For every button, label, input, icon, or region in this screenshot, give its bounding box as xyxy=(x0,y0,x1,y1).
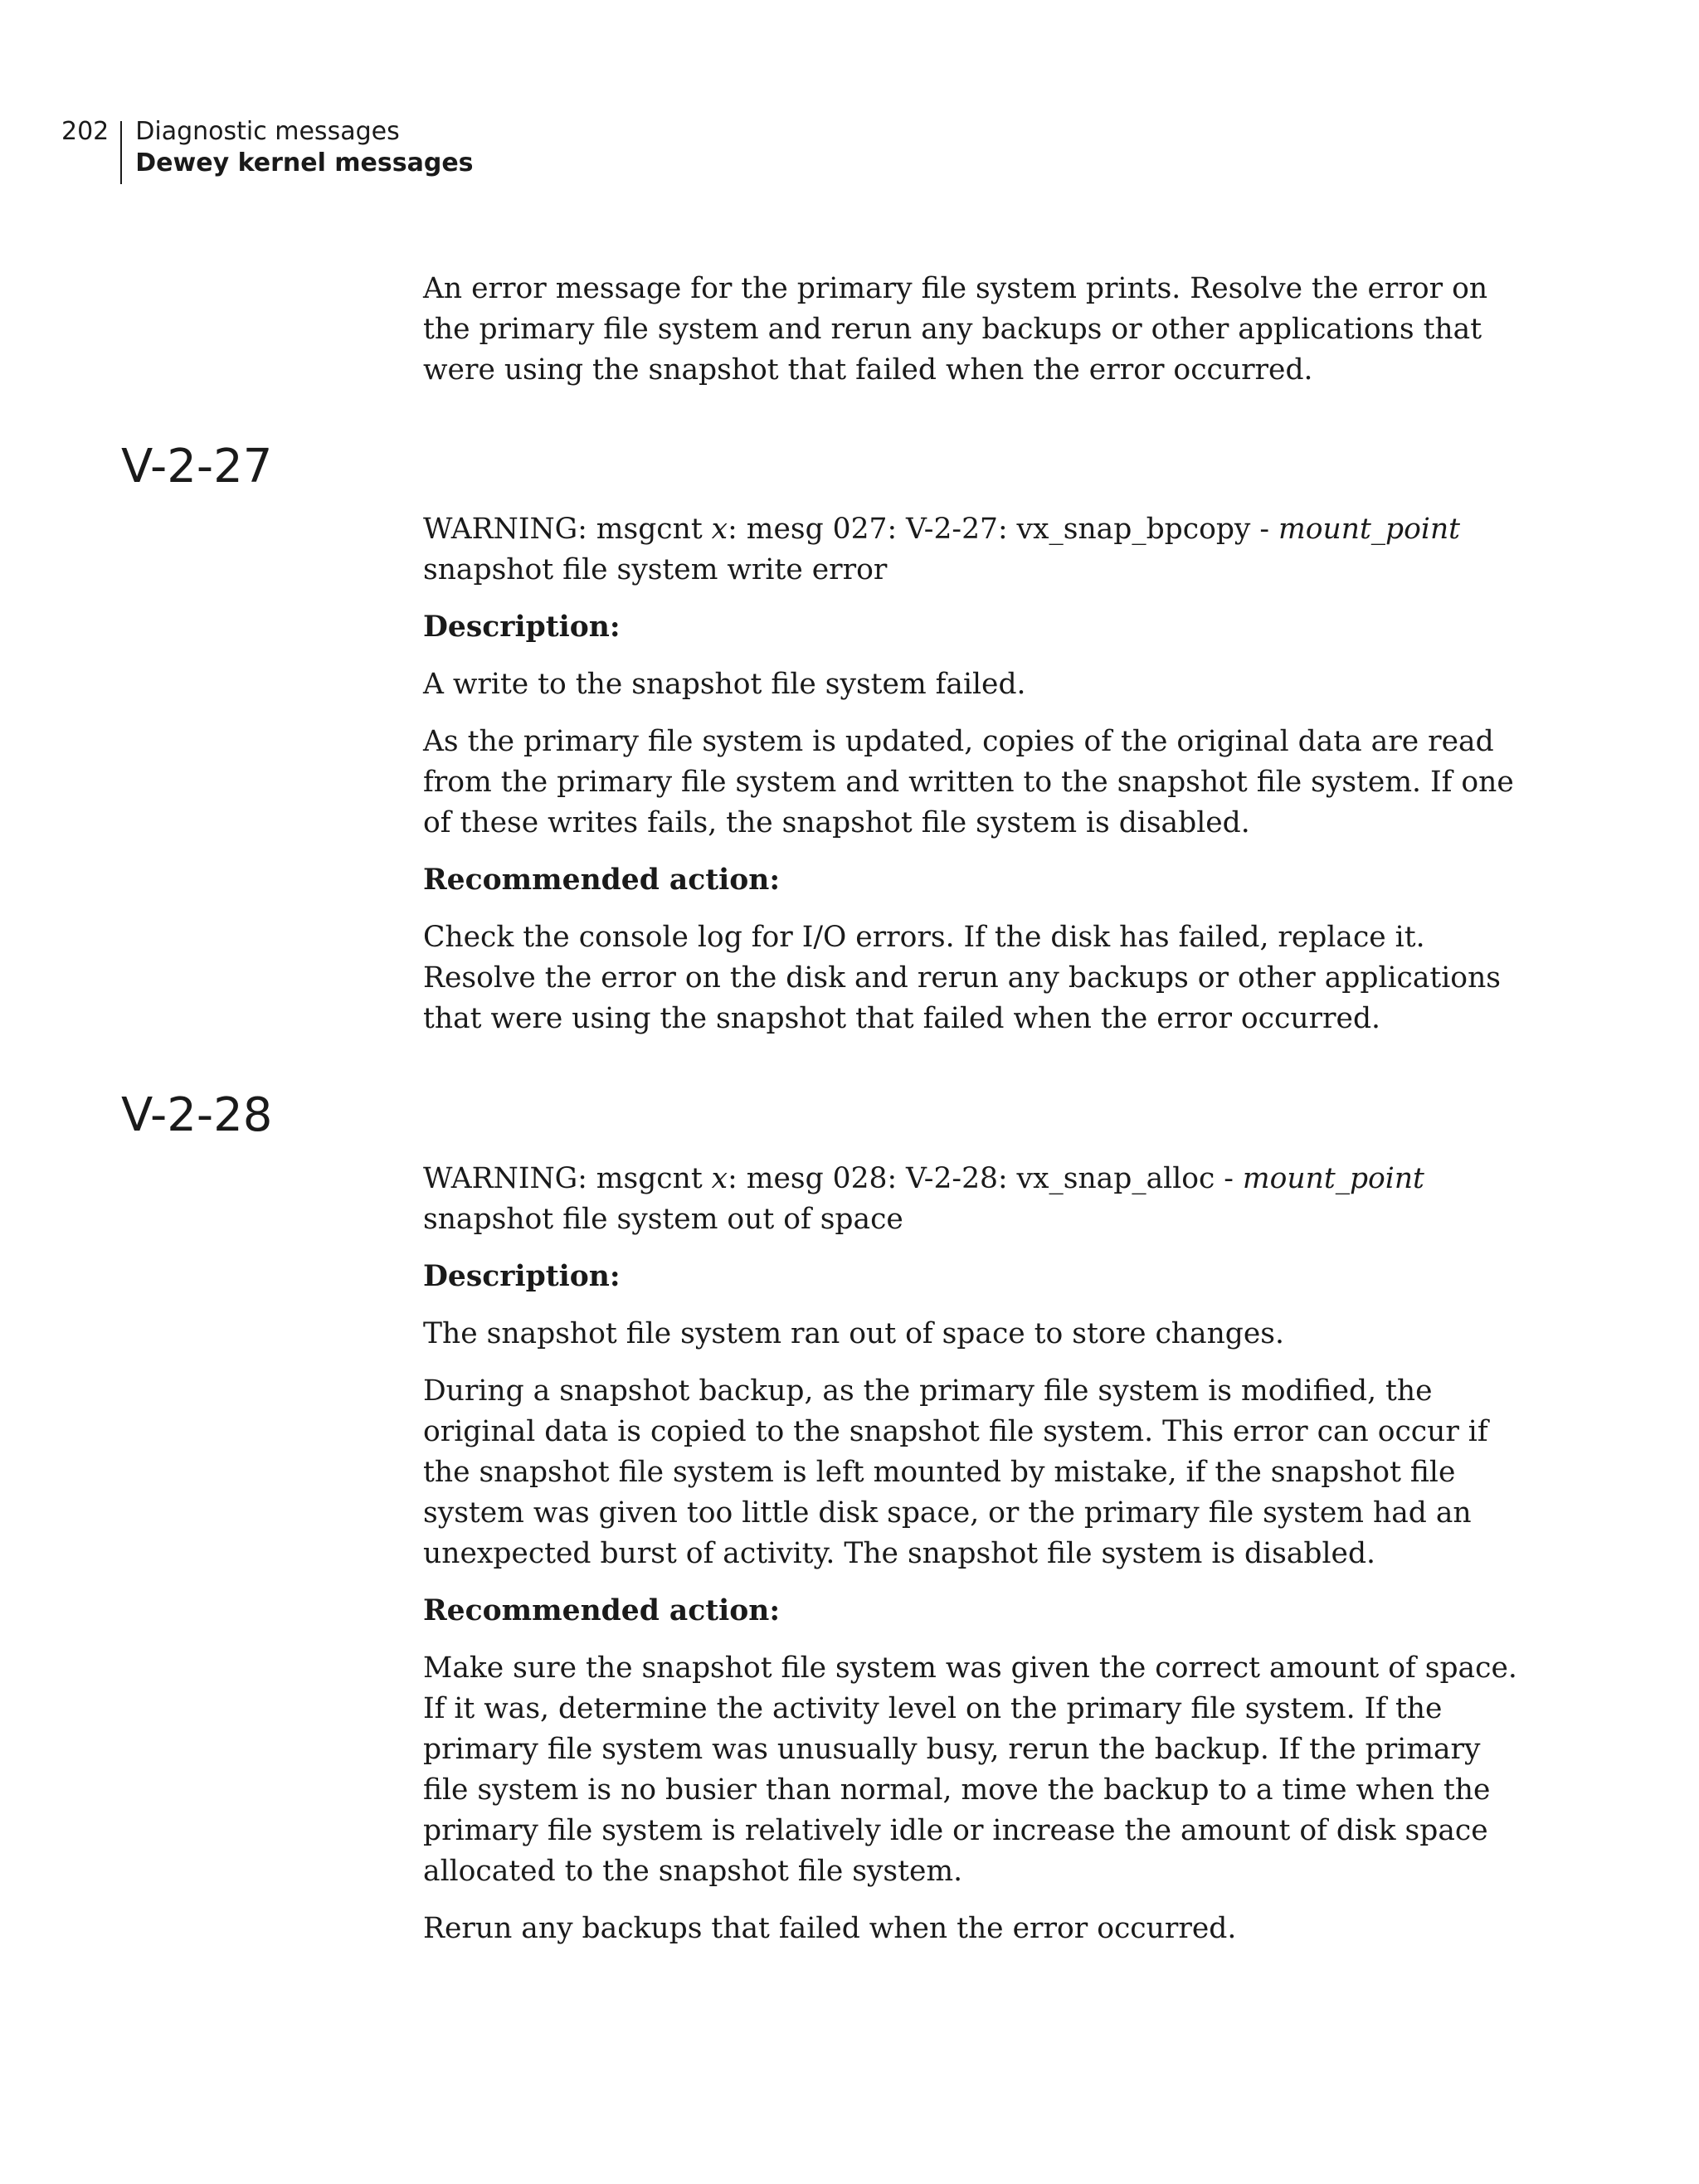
description-label: Description: xyxy=(423,1260,621,1293)
recommended-action-paragraph: Make sure the snapshot file system was given the correct amount of space. If it was, determine the activity level on the primary file system. If the primary file system was unusually busy, rerun the backup. If the primary file system is no busier than normal, move the backup to a time when the primary file system is relatively idle or increase the amount of disk space allocated to the snapshot file system. xyxy=(423,1651,1517,1888)
header-titles xyxy=(122,116,473,184)
description-paragraph: During a snapshot backup, as the primary file system is modified, the original data is copied to the snapshot file system. This error can occur if the snapshot file system is left mounted by mistake, if the snapshot file system was given too little disk space, or the primary file system had an unexpected burst of activity. The snapshot file system is disabled. xyxy=(423,1374,1488,1570)
header-section-title: Dewey kernel messages xyxy=(135,148,474,178)
message-variable-x: x xyxy=(711,513,728,546)
message-middle: : mesg 027: V-2-27: vx_snap_bpcopy - xyxy=(728,513,1279,546)
page-number: 202 xyxy=(61,117,110,146)
recommended-action-paragraph: Check the console log for I/O errors. If the disk has failed, replace it. Resolve the error on the disk and rerun any backups or other applications that were using the snapshot that failed when the error occurred. xyxy=(423,921,1501,1035)
message-text xyxy=(423,509,1518,591)
message-middle: : mesg 028: V-2-28: vx_snap_alloc - xyxy=(728,1162,1243,1195)
message-prefix: WARNING: msgcnt xyxy=(423,1162,712,1195)
message-heading-v-2-27: V-2-27 xyxy=(121,440,273,494)
message-prefix: WARNING: msgcnt xyxy=(423,513,712,546)
recommended-action-label: Recommended action: xyxy=(423,1594,781,1627)
message-variable-mount-point: mount_point xyxy=(1278,513,1461,546)
description-paragraph: As the primary file system is updated, copies of the original data are read from the primary file system and written to the snapshot file system. If one of these writes fails, the snapshot file system is disabled. xyxy=(423,725,1514,839)
message-heading-v-2-28: V-2-28 xyxy=(121,1088,273,1142)
message-block-v-2-28 xyxy=(423,1159,1518,1966)
recommended-action-label: Recommended action: xyxy=(423,863,781,897)
message-block-v-2-27 xyxy=(423,509,1518,1056)
running-header xyxy=(61,116,474,184)
recommended-action-paragraph: Rerun any backups that failed when the error occurred. xyxy=(423,1912,1237,1945)
header-chapter-title: Diagnostic messages xyxy=(135,117,400,146)
intro-block xyxy=(423,269,1518,407)
description-label: Description: xyxy=(423,610,621,644)
message-variable-mount-point: mount_point xyxy=(1242,1162,1424,1195)
message-suffix: snapshot file system write error xyxy=(423,553,888,586)
message-variable-x: x xyxy=(711,1162,728,1195)
message-text xyxy=(423,1159,1518,1240)
intro-paragraph: An error message for the primary file system prints. Resolve the error on the primary file system and rerun any backups or other applications that were using the snapshot that failed when the error occurred. xyxy=(423,272,1488,387)
message-suffix: snapshot file system out of space xyxy=(423,1203,903,1236)
description-paragraph: A write to the snapshot file system failed. xyxy=(423,668,1026,701)
description-paragraph: The snapshot file system ran out of space to store changes. xyxy=(423,1317,1284,1350)
